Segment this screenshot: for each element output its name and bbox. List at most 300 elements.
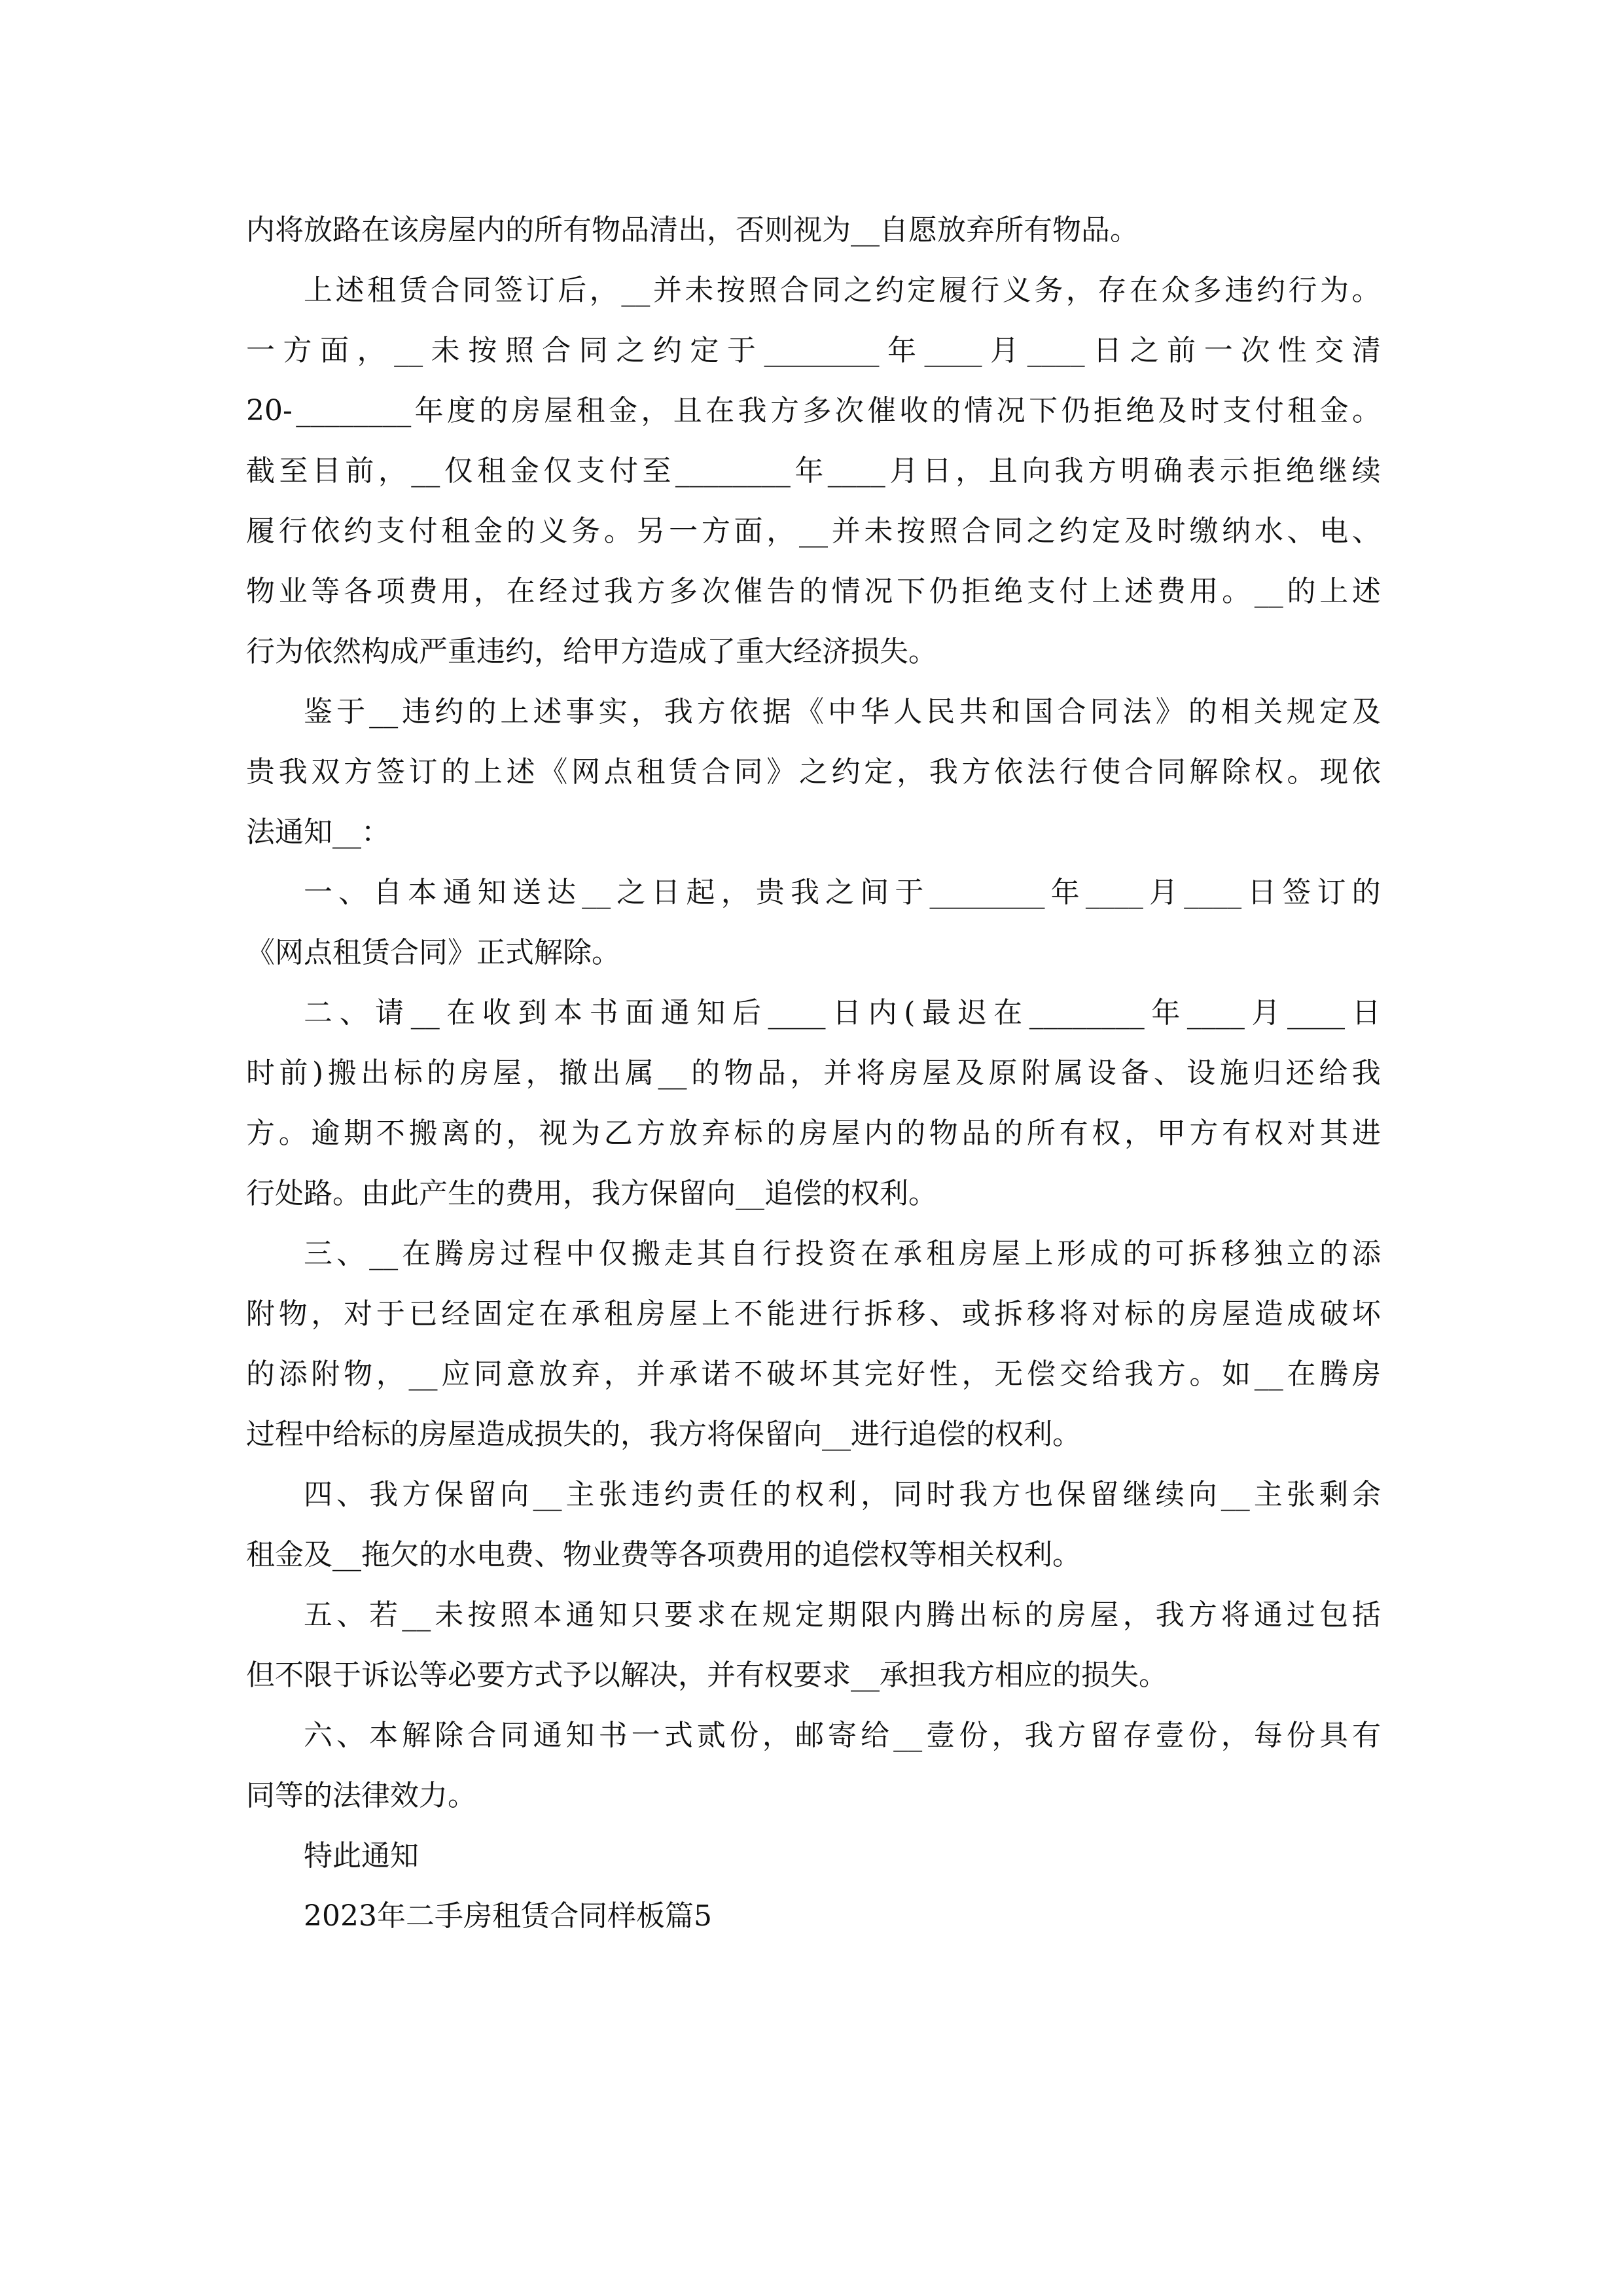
text-glyph: 方 [636, 1117, 666, 1150]
text-glyph: 合 [542, 334, 571, 367]
text-glyph: 拆 [864, 1297, 893, 1331]
text-glyph: 、 [338, 876, 368, 909]
text-glyph: 规 [762, 1598, 791, 1632]
text-glyph: ， [955, 454, 985, 488]
text-line [246, 863, 1381, 923]
text-glyph: 到 [518, 996, 547, 1030]
text-line [246, 501, 1381, 562]
text-glyph: 定 [690, 334, 719, 367]
text-glyph: 履 [246, 514, 275, 548]
text-line [246, 1706, 1381, 1766]
text-glyph: ， [766, 514, 796, 548]
text-glyph: __ [798, 514, 828, 548]
text-line: 过程中给标的房屋造成损失的，我方将保留向__进行追偿的权利。 [246, 1418, 1081, 1451]
text-glyph: 份 [1188, 1719, 1217, 1752]
text-glyph: 通 [565, 1598, 595, 1632]
text-glyph: 同 [1090, 695, 1119, 728]
text-glyph: 经 [441, 1297, 471, 1331]
text-glyph: 约 [652, 334, 682, 367]
text-glyph: 施 [1219, 1056, 1249, 1090]
text-glyph: 品 [757, 1056, 786, 1090]
text-glyph: 和 [991, 695, 1021, 728]
text-glyph: 程 [533, 1237, 562, 1270]
text-glyph: 向 [1022, 454, 1051, 488]
text-glyph: ， [526, 1056, 555, 1090]
text-glyph: 我 [278, 755, 308, 789]
text-glyph: 金 [473, 514, 503, 548]
text-glyph: 一 [246, 334, 275, 367]
text-glyph: 签 [1282, 876, 1311, 909]
text-glyph: 的 [441, 755, 471, 789]
text-glyph: 造 [1254, 1297, 1283, 1331]
text-glyph: __ [621, 274, 651, 307]
text-glyph: 日 [1351, 996, 1381, 1030]
text-glyph: 不 [734, 1297, 763, 1331]
text-glyph: 权 [1092, 1117, 1121, 1150]
text-glyph: 的 [467, 695, 497, 728]
text-glyph: 内 [893, 1598, 923, 1632]
text-glyph: 行 [278, 514, 308, 548]
text-glyph: 等 [311, 575, 340, 608]
text-glyph: 解 [1189, 755, 1219, 789]
text-glyph: 甲 [1156, 1117, 1186, 1150]
text-glyph: 收 [899, 394, 929, 427]
text-glyph: __ [1254, 575, 1283, 608]
text-glyph: 在 [705, 394, 735, 427]
text-glyph: 属 [624, 1056, 654, 1090]
text-glyph: 本 [408, 876, 437, 909]
text-glyph: 面 [320, 334, 349, 367]
text-glyph: 其 [696, 1237, 726, 1270]
text-glyph: 支 [376, 514, 405, 548]
text-glyph: 上 [701, 1297, 730, 1331]
text-glyph: 依 [311, 514, 340, 548]
text-glyph: 附 [246, 1297, 275, 1331]
text-glyph: 同 [994, 514, 1024, 548]
text-glyph: 催 [867, 394, 897, 427]
text-glyph: 人 [893, 695, 923, 728]
text-glyph: 房 [1351, 1357, 1381, 1391]
text-glyph: 成 [1090, 1237, 1119, 1270]
text-glyph: 出 [361, 1056, 390, 1090]
text-glyph: ____ [1027, 334, 1085, 367]
text-glyph: 的 [766, 1117, 796, 1150]
text-glyph: 租 [926, 1237, 955, 1270]
text-glyph: 、 [336, 1237, 366, 1270]
text-glyph: 依 [994, 755, 1024, 789]
text-glyph: 放 [539, 1357, 568, 1391]
text-glyph: 向 [500, 1478, 529, 1511]
text-glyph: 之 [798, 755, 828, 789]
text-glyph: 我 [1024, 1719, 1054, 1752]
text-glyph: 屋 [922, 1056, 952, 1090]
text-glyph: 金 [510, 454, 539, 488]
text-glyph: 存 [1122, 1719, 1152, 1752]
text-glyph: 情 [831, 575, 861, 608]
text-glyph: 之 [825, 876, 855, 909]
text-glyph: 五 [304, 1598, 332, 1632]
text-glyph: 支 [1222, 394, 1252, 427]
text-glyph: 告 [766, 575, 796, 608]
text-glyph: 添 [1352, 1237, 1381, 1270]
text-line [246, 983, 1381, 1043]
text-glyph: 责 [696, 1478, 726, 1511]
text-glyph: 意 [506, 1357, 535, 1391]
text-glyph: 方 [961, 755, 991, 789]
text-glyph: 使 [1092, 755, 1121, 789]
text-glyph: 份 [729, 1719, 758, 1752]
text-glyph: 述 [1124, 575, 1153, 608]
text-glyph: 达 [546, 876, 576, 909]
text-glyph: ________ [675, 454, 791, 488]
text-glyph: 双 [311, 755, 340, 789]
text-glyph: 次 [834, 394, 864, 427]
text-glyph: 述 [1351, 575, 1381, 608]
text-glyph: 方 [1156, 1357, 1186, 1391]
text-glyph: 《 [539, 755, 568, 789]
text-glyph: 屋 [1090, 1598, 1119, 1632]
text-glyph: ， [506, 1117, 535, 1150]
text-glyph: 缴 [1189, 514, 1219, 548]
text-glyph: 的 [931, 394, 961, 427]
text-glyph: 网 [571, 755, 601, 789]
text-glyph: 时 [1156, 514, 1186, 548]
text-glyph: 将 [856, 1056, 885, 1090]
text-glyph: 的 [1287, 575, 1316, 608]
text-glyph: 贰 [696, 1719, 726, 1752]
text-glyph: 权 [1254, 755, 1283, 789]
text-glyph: 费 [408, 575, 438, 608]
text-glyph: ____ [1186, 996, 1245, 1030]
text-glyph: 搬 [408, 1117, 438, 1150]
text-glyph: 过 [500, 1237, 529, 1270]
text-glyph: 水 [1254, 514, 1283, 548]
text-glyph: 收 [482, 996, 511, 1030]
text-glyph: 按 [897, 514, 926, 548]
text-glyph: 租 [1287, 394, 1317, 427]
text-glyph: 物 [278, 1297, 308, 1331]
text-glyph: __ [1254, 1357, 1283, 1391]
text-glyph: ， [1122, 1598, 1152, 1632]
text-glyph: 我 [959, 1478, 988, 1511]
text-line: 《网点租赁合同》正式解除。 [246, 936, 620, 969]
text-glyph: 期 [828, 1598, 857, 1632]
text-glyph: 标 [991, 1598, 1021, 1632]
text-line: 法通知__： [246, 816, 390, 849]
text-glyph: 用 [441, 575, 471, 608]
text-glyph: 的 [473, 1117, 503, 1150]
text-glyph: 并 [831, 514, 861, 548]
text-glyph: 过 [571, 575, 601, 608]
text-glyph: 前 [279, 1056, 308, 1090]
text-glyph: 房 [959, 1237, 988, 1270]
text-glyph: 赁 [399, 274, 428, 307]
text-glyph: 继 [1122, 1478, 1152, 1511]
text-glyph: 屋 [831, 1117, 861, 1150]
text-glyph: 除 [1222, 755, 1251, 789]
text-glyph: 所 [1026, 1117, 1056, 1150]
text-glyph: 知 [696, 996, 726, 1030]
text-glyph: 房 [1057, 1598, 1086, 1632]
text-glyph: 的 [994, 1117, 1024, 1150]
text-glyph: 未 [435, 1598, 464, 1632]
text-line [246, 1043, 1381, 1103]
text-glyph: 备 [1120, 1056, 1150, 1090]
text-glyph: 本 [369, 1719, 399, 1752]
text-glyph: 租 [603, 1297, 633, 1331]
text-glyph: 属 [1054, 1056, 1084, 1090]
text-glyph: ， [311, 1297, 340, 1331]
text-glyph: 。 [1222, 575, 1251, 608]
text-glyph: 贵 [755, 876, 785, 909]
text-glyph: 在 [729, 1598, 758, 1632]
text-glyph: 破 [766, 1357, 796, 1391]
text-glyph: 的 [506, 514, 535, 548]
text-glyph: 拒 [1253, 454, 1282, 488]
text-glyph: 。 [1351, 394, 1381, 427]
text-glyph: 求 [696, 1598, 726, 1632]
text-glyph: 至 [279, 454, 308, 488]
text-glyph: 走 [664, 1237, 693, 1270]
text-glyph: 的 [1188, 695, 1217, 728]
text-glyph: 行 [971, 274, 1000, 307]
text-glyph: 在 [861, 1237, 890, 1270]
text-glyph: 之 [844, 274, 873, 307]
text-glyph: 给 [1319, 1056, 1348, 1090]
text-glyph: 只 [631, 1598, 660, 1632]
text-glyph: 》 [766, 755, 796, 789]
text-glyph: 主 [565, 1478, 595, 1511]
text-glyph: 日 [922, 454, 952, 488]
text-glyph: 日 [1093, 334, 1122, 367]
text-glyph: 度 [447, 394, 476, 427]
text-glyph: 及 [1352, 695, 1381, 728]
text-glyph: 坏 [798, 1357, 828, 1391]
text-glyph: 赁 [669, 755, 698, 789]
text-glyph: 我 [369, 1478, 399, 1511]
text-glyph: 撤 [559, 1056, 588, 1090]
text-glyph: 仍 [929, 575, 958, 608]
text-glyph: 按 [716, 274, 745, 307]
text-glyph: 年 [794, 454, 824, 488]
text-line: 同等的法律效力。 [246, 1779, 476, 1812]
text-glyph: __ [893, 1719, 923, 1752]
text-glyph: 、 [929, 1297, 958, 1331]
text-glyph: 附 [311, 1357, 340, 1391]
text-glyph: 前 [345, 454, 374, 488]
text-glyph: 后 [558, 274, 587, 307]
text-glyph: 于 [895, 876, 924, 909]
text-glyph: 在 [506, 575, 535, 608]
text-glyph: 括 [1352, 1598, 1381, 1632]
text-glyph: 的 [246, 1357, 275, 1391]
text-glyph: 、 [336, 1598, 366, 1632]
text-glyph: 在 [539, 1297, 568, 1331]
text-glyph: 之 [616, 876, 646, 909]
text-glyph: 仅 [543, 454, 573, 488]
text-glyph: 包 [1319, 1598, 1348, 1632]
text-glyph: ， [641, 394, 670, 427]
text-glyph: 物 [246, 575, 275, 608]
text-glyph: 腾 [435, 1237, 464, 1270]
text-glyph: 月 [990, 334, 1020, 367]
text-glyph: 自 [729, 1237, 758, 1270]
text-glyph: 余 [1352, 1478, 1381, 1511]
text-glyph: ， [357, 334, 386, 367]
text-glyph: 屋 [544, 394, 573, 427]
text-glyph: 项 [376, 575, 405, 608]
text-glyph: 的 [1351, 876, 1381, 909]
text-glyph: 存 [1097, 274, 1127, 307]
text-glyph: 邮 [794, 1719, 824, 1752]
text-glyph: 迟 [957, 996, 987, 1030]
text-glyph: 起 [686, 876, 715, 909]
text-glyph: 绝 [994, 575, 1024, 608]
text-glyph: 费 [1156, 575, 1186, 608]
text-glyph: 租 [576, 394, 605, 427]
text-glyph: ____ [827, 454, 885, 488]
text-glyph: 有 [1352, 1719, 1381, 1752]
text-glyph: 二 [304, 996, 332, 1030]
text-glyph: 上 [500, 695, 529, 728]
text-glyph: 我 [1351, 1056, 1381, 1090]
text-glyph: 承 [893, 1237, 923, 1270]
text-glyph: 依 [1351, 755, 1381, 789]
text-glyph: 时 [926, 1478, 955, 1511]
text-glyph: 照 [500, 1598, 529, 1632]
text-glyph: 约 [831, 755, 861, 789]
text-glyph: ____ [924, 334, 982, 367]
text-glyph: 诺 [701, 1357, 730, 1391]
text-glyph: 房 [636, 1297, 666, 1331]
text-glyph: 。 [1287, 755, 1316, 789]
text-glyph: 书 [589, 996, 618, 1030]
text-glyph: 在 [402, 1237, 431, 1270]
text-glyph: 约 [1059, 514, 1088, 548]
text-glyph: 合 [1124, 755, 1153, 789]
text-glyph: 我 [790, 876, 819, 909]
text-glyph: 的 [690, 1056, 720, 1090]
text-glyph: 面 [734, 514, 763, 548]
text-glyph: 。 [603, 514, 633, 548]
text-glyph: 绝 [1126, 394, 1155, 427]
text-glyph: 续 [1155, 1478, 1185, 1511]
text-glyph: 截 [246, 454, 275, 488]
text-glyph: 方 [991, 1478, 1021, 1511]
text-glyph: 拒 [961, 575, 991, 608]
text-glyph: 式 [664, 1719, 693, 1752]
text-glyph: 务 [1034, 274, 1063, 307]
text-glyph: 房 [511, 394, 541, 427]
text-glyph: 年 [887, 334, 916, 367]
text-glyph: 现 [1319, 755, 1349, 789]
text-glyph: 拆 [1188, 1237, 1217, 1270]
text-glyph: 租 [367, 274, 397, 307]
text-glyph: 违 [402, 695, 431, 728]
text-glyph: 具 [1319, 1719, 1348, 1752]
text-glyph: 付 [408, 514, 438, 548]
text-line [246, 1465, 1381, 1525]
text-glyph: __ [369, 695, 399, 728]
text-glyph: 书 [598, 1719, 628, 1752]
text-glyph: 年 [414, 394, 444, 427]
text-glyph: 还 [1285, 1056, 1315, 1090]
text-glyph: 面 [625, 996, 654, 1030]
text-glyph: 我 [929, 755, 958, 789]
text-glyph: 对 [344, 1297, 373, 1331]
text-glyph: 据 [762, 695, 791, 728]
text-glyph: 弃 [701, 1117, 730, 1150]
text-glyph: 已 [408, 1297, 438, 1331]
text-glyph: 标 [734, 1117, 763, 1150]
text-glyph: 订 [408, 755, 438, 789]
text-glyph: 合 [1057, 695, 1086, 728]
text-glyph: 于 [376, 1297, 405, 1331]
text-glyph: 的 [479, 394, 508, 427]
text-glyph: 示 [1219, 454, 1249, 488]
text-glyph: ， [1124, 1117, 1153, 1150]
text-glyph: 送 [512, 876, 541, 909]
text-glyph: 于 [726, 334, 756, 367]
text-glyph: 可 [1155, 1237, 1185, 1270]
text-glyph: 在 [1129, 274, 1158, 307]
text-line: 2023年二手房租赁合同样板篇5 [304, 1899, 712, 1933]
text-glyph: 知 [598, 1598, 628, 1632]
text-glyph: 照 [748, 274, 777, 307]
text-glyph: 方 [1087, 454, 1116, 488]
text-glyph: 坏 [1351, 1297, 1381, 1331]
text-glyph: 交 [1315, 334, 1344, 367]
text-glyph: 权 [1254, 1117, 1283, 1150]
text-glyph: 每 [1253, 1719, 1283, 1752]
text-glyph: 月 [1149, 876, 1178, 909]
text-glyph: 业 [278, 575, 308, 608]
text-glyph: 移 [1026, 1297, 1056, 1331]
text-glyph: 搬 [327, 1056, 357, 1090]
text-glyph: __ [410, 996, 440, 1030]
text-glyph: 20- [246, 394, 293, 427]
text-glyph: 关 [1253, 695, 1283, 728]
text-glyph: 贵 [246, 755, 275, 789]
document-body [246, 200, 1381, 1946]
text-line [246, 441, 1381, 501]
text-glyph: 我 [664, 695, 693, 728]
text-glyph: 并 [652, 274, 682, 307]
text-glyph: 除 [435, 1719, 464, 1752]
text-glyph: 一 [669, 514, 698, 548]
text-glyph: 约 [344, 514, 373, 548]
text-glyph: 仅 [598, 1237, 628, 1270]
text-glyph: 鉴 [304, 695, 332, 728]
text-glyph: 、 [336, 1719, 366, 1752]
text-glyph: ， [631, 695, 660, 728]
text-glyph: 付 [1255, 394, 1284, 427]
text-glyph: 房 [1189, 1297, 1219, 1331]
text-glyph: 方 [636, 575, 666, 608]
text-glyph: 众 [1161, 274, 1190, 307]
text-glyph: 为 [571, 1117, 601, 1150]
text-glyph: ) [312, 1056, 324, 1090]
text-glyph: 也 [1024, 1478, 1054, 1511]
text-glyph: ， [961, 1357, 991, 1391]
text-line [246, 1103, 1381, 1164]
text-glyph: 本 [533, 1598, 562, 1632]
text-glyph: 一 [631, 1719, 660, 1752]
text-glyph: 付 [1059, 575, 1088, 608]
text-glyph: 上 [1319, 575, 1349, 608]
text-glyph: 租 [441, 514, 471, 548]
text-glyph: 明 [1120, 454, 1150, 488]
